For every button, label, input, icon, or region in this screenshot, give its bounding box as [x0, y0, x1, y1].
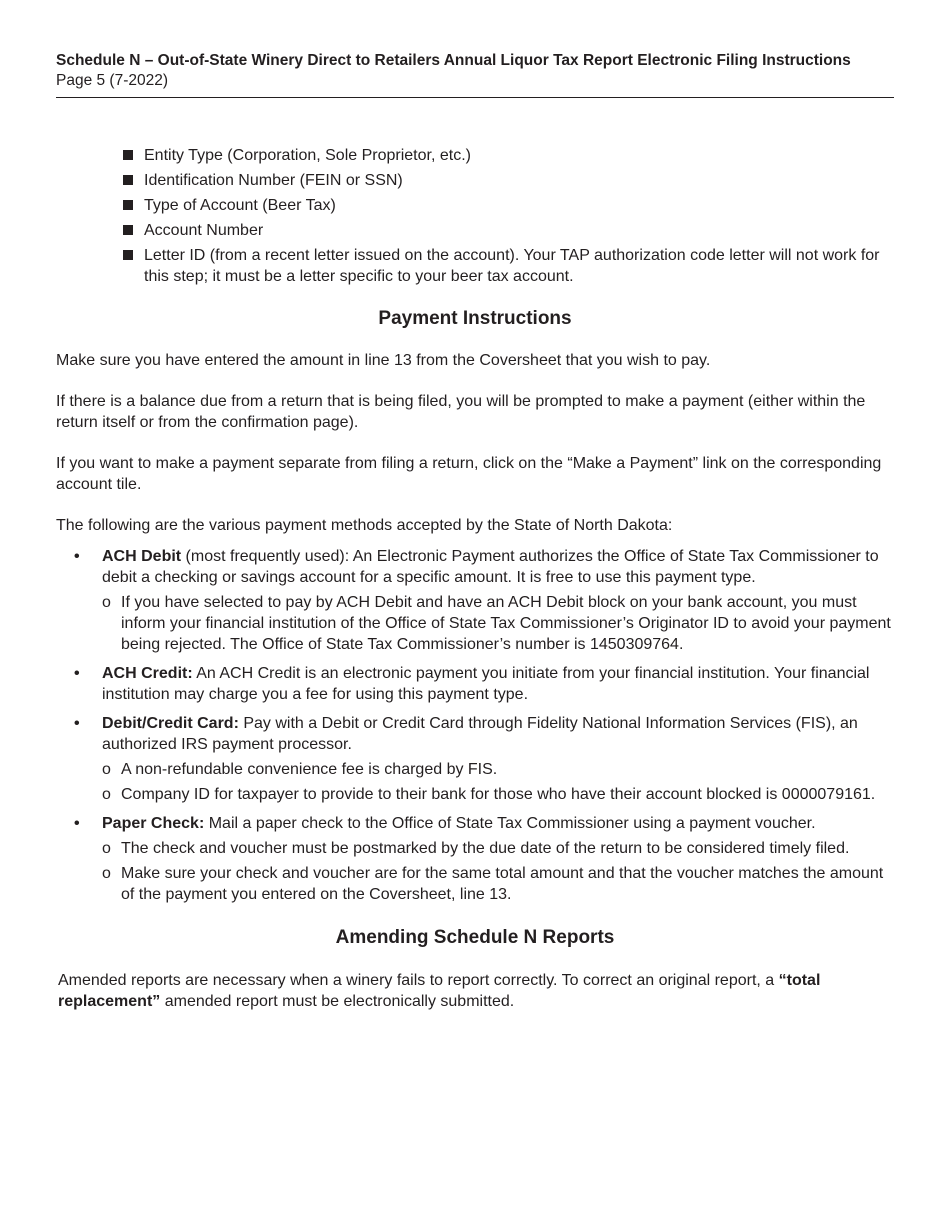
list-item — [122, 220, 894, 241]
bullet-icon: • — [74, 548, 80, 565]
payment-paragraph: If you want to make a payment separate from filing a return, click on the “Make a Payment” link on the corresponding account tile. — [56, 455, 882, 493]
method-text: An ACH Credit is an electronic payment you initiate from your financial institution. Your financial institution may charge you a fee for using this payment type. — [102, 665, 870, 703]
header-title: Schedule N – Out-of-State Winery Direct to Retailers Annual Liquor Tax Report Electronic Filing Instructions — [56, 52, 851, 69]
sub-item — [102, 863, 894, 905]
square-bullet-icon — [123, 200, 133, 210]
list-item-text: Type of Account (Beer Tax) — [144, 197, 336, 214]
square-bullet-icon — [123, 225, 133, 235]
sub-item-text: Company ID for taxpayer to provide to their bank for those who have their account blocked is 0000079161. — [121, 786, 876, 803]
method-label: ACH Debit — [102, 548, 182, 565]
square-bullet-icon — [123, 150, 133, 160]
payment-method-ach-credit — [56, 663, 894, 705]
header-page-number: Page 5 (7-2022) — [56, 72, 169, 89]
method-label: Debit/Credit Card: — [102, 715, 239, 732]
circle-bullet-icon: o — [102, 840, 111, 857]
list-item — [122, 195, 894, 216]
bullet-icon: • — [74, 665, 80, 682]
payment-method-paper-check — [56, 813, 894, 905]
sub-item — [102, 784, 894, 805]
sub-item — [102, 838, 894, 859]
list-item — [122, 145, 894, 166]
payment-instructions-heading: Payment Instructions — [378, 308, 572, 329]
list-item-text: Entity Type (Corporation, Sole Proprietor, etc.) — [144, 147, 471, 164]
method-label: Paper Check: — [102, 815, 205, 832]
document-page — [56, 0, 894, 1012]
circle-bullet-icon: o — [102, 786, 111, 803]
list-item-text: Letter ID (from a recent letter issued on the account). Your TAP authorization code letter will not work for this step; it must be a letter specific to your beer tax account. — [144, 247, 880, 285]
list-item — [122, 245, 894, 287]
payment-method-ach-debit — [56, 546, 894, 655]
circle-bullet-icon: o — [102, 761, 111, 778]
payment-paragraph: The following are the various payment methods accepted by the State of North Dakota: — [56, 517, 673, 534]
requirements-list — [56, 145, 894, 287]
method-text: Pay with a Debit or Credit Card through Fidelity National Information Services (FIS), an authorized IRS payment processor. — [102, 715, 858, 753]
sub-item — [102, 759, 894, 780]
list-item — [122, 170, 894, 191]
circle-bullet-icon: o — [102, 865, 111, 882]
payment-methods-list — [56, 546, 894, 905]
method-text: (most frequently used): An Electronic Payment authorizes the Office of State Tax Commissioner to debit a checking or savings account for a specific amount. It is free to use this payment type. — [102, 548, 879, 586]
list-item-text: Identification Number (FEIN or SSN) — [144, 172, 403, 189]
sub-list — [102, 759, 894, 805]
bullet-icon: • — [74, 715, 80, 732]
amending-heading: Amending Schedule N Reports — [335, 927, 615, 948]
circle-bullet-icon: o — [102, 594, 111, 611]
method-text: Mail a paper check to the Office of State Tax Commissioner using a payment voucher. — [204, 815, 816, 832]
sub-item-text: The check and voucher must be postmarked by the due date of the return to be considered timely filed. — [121, 840, 850, 857]
list-item-text: Account Number — [144, 222, 264, 239]
payment-method-card — [56, 713, 894, 805]
sub-item-text: If you have selected to pay by ACH Debit and have an ACH Debit block on your bank account, you must inform your financial institution of the Office of State Tax Commissioner’s Originator ID to avoid your payment being rejected. The Office of State Tax Commissioner’s number is 1450309764. — [121, 594, 891, 653]
amending-paragraph — [56, 970, 894, 1012]
square-bullet-icon — [123, 175, 133, 185]
sub-item-text: Make sure your check and voucher are for the same total amount and that the voucher matches the amount of the payment you entered on the Coversheet, line 13. — [121, 865, 884, 903]
method-label: ACH Credit: — [102, 665, 193, 682]
sub-list — [102, 838, 894, 905]
amending-bold-term: “total replacement” — [58, 972, 821, 1010]
bullet-icon: • — [74, 815, 80, 832]
payment-paragraph: Make sure you have entered the amount in line 13 from the Coversheet that you wish to pay. — [56, 352, 711, 369]
sub-item-text: A non-refundable convenience fee is charged by FIS. — [121, 761, 498, 778]
sub-item — [102, 592, 894, 655]
payment-paragraph: If there is a balance due from a return that is being filed, you will be prompted to make a payment (either within the return itself or from the confirmation page). — [56, 393, 866, 431]
amending-text-after: amended report must be electronically submitted. — [160, 993, 515, 1010]
square-bullet-icon — [123, 250, 133, 260]
page-header — [56, 0, 894, 98]
sub-list — [102, 592, 894, 655]
amending-text-before: Amended reports are necessary when a winery fails to report correctly. To correct an original report, a — [58, 972, 779, 989]
